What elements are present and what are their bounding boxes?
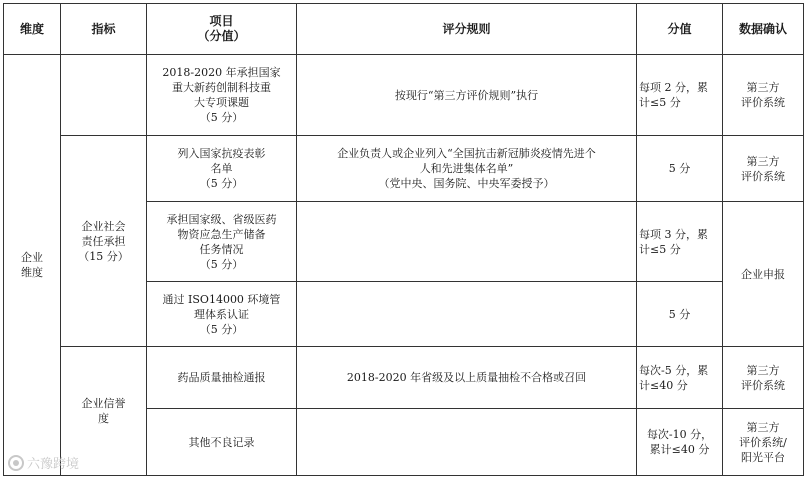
rule-cell: 按现行“第三方评价规则”执行 — [297, 55, 637, 136]
table-row — [4, 136, 804, 202]
watermark-logo-icon — [8, 455, 24, 471]
watermark-text: 六豫跨境 — [27, 457, 80, 472]
header-item: 项目 （分值） — [147, 4, 297, 55]
data-cell: 第三方 评价系统 — [723, 136, 804, 202]
indicator-social-responsibility: 企业社会 责任承担 （15 分） — [61, 136, 147, 347]
data-cell: 第三方 评价系统 — [723, 55, 804, 136]
header-indicator: 指标 — [61, 4, 147, 55]
header-data: 数据确认 — [723, 4, 804, 55]
table-row — [4, 55, 804, 136]
indicator-credit: 企业信誉 度 — [61, 347, 147, 476]
data-cell: 第三方 评价系统 — [723, 347, 804, 409]
item-cell: 通过 ISO14000 环境管 理体系认证 （5 分） — [147, 282, 297, 347]
scoring-table — [3, 3, 804, 476]
score-cell: 每项 2 分，累 计≤5 分 — [637, 55, 723, 136]
score-cell: 每项 3 分，累 计≤5 分 — [637, 202, 723, 282]
item-cell: 承担国家级、省级医药 物资应急生产储备 任务情况 （5 分） — [147, 202, 297, 282]
header-score: 分值 — [637, 4, 723, 55]
rule-cell — [297, 282, 637, 347]
score-cell: 5 分 — [637, 282, 723, 347]
rule-cell: 企业负责人或企业列入“全国抗击新冠肺炎疫情先进个 人和先进集体名单” （党中央、国务院、中央军委授予） — [297, 136, 637, 202]
header-rule: 评分规则 — [297, 4, 637, 55]
data-cell: 第三方 评价系统/ 阳光平台 — [723, 409, 804, 476]
watermark — [8, 453, 79, 472]
rule-cell: 2018-2020 年省级及以上质量抽检不合格或召回 — [297, 347, 637, 409]
table-row — [4, 347, 804, 409]
item-cell: 2018-2020 年承担国家 重大新药创制科技重 大专项课题 （5 分） — [147, 55, 297, 136]
dimension-cell: 企业 维度 — [4, 55, 61, 476]
rule-cell — [297, 202, 637, 282]
rule-cell — [297, 409, 637, 476]
score-cell: 每次-5 分，累 计≤40 分 — [637, 347, 723, 409]
score-cell: 每次-10 分， 累计≤40 分 — [637, 409, 723, 476]
item-cell: 其他不良记录 — [147, 409, 297, 476]
data-cell: 企业申报 — [723, 202, 804, 347]
indicator-cell-empty — [61, 55, 147, 136]
header-row — [4, 4, 804, 55]
item-cell: 药品质量抽检通报 — [147, 347, 297, 409]
item-cell: 列入国家抗疫表彰 名单 （5 分） — [147, 136, 297, 202]
score-cell: 5 分 — [637, 136, 723, 202]
header-dimension: 维度 — [4, 4, 61, 55]
